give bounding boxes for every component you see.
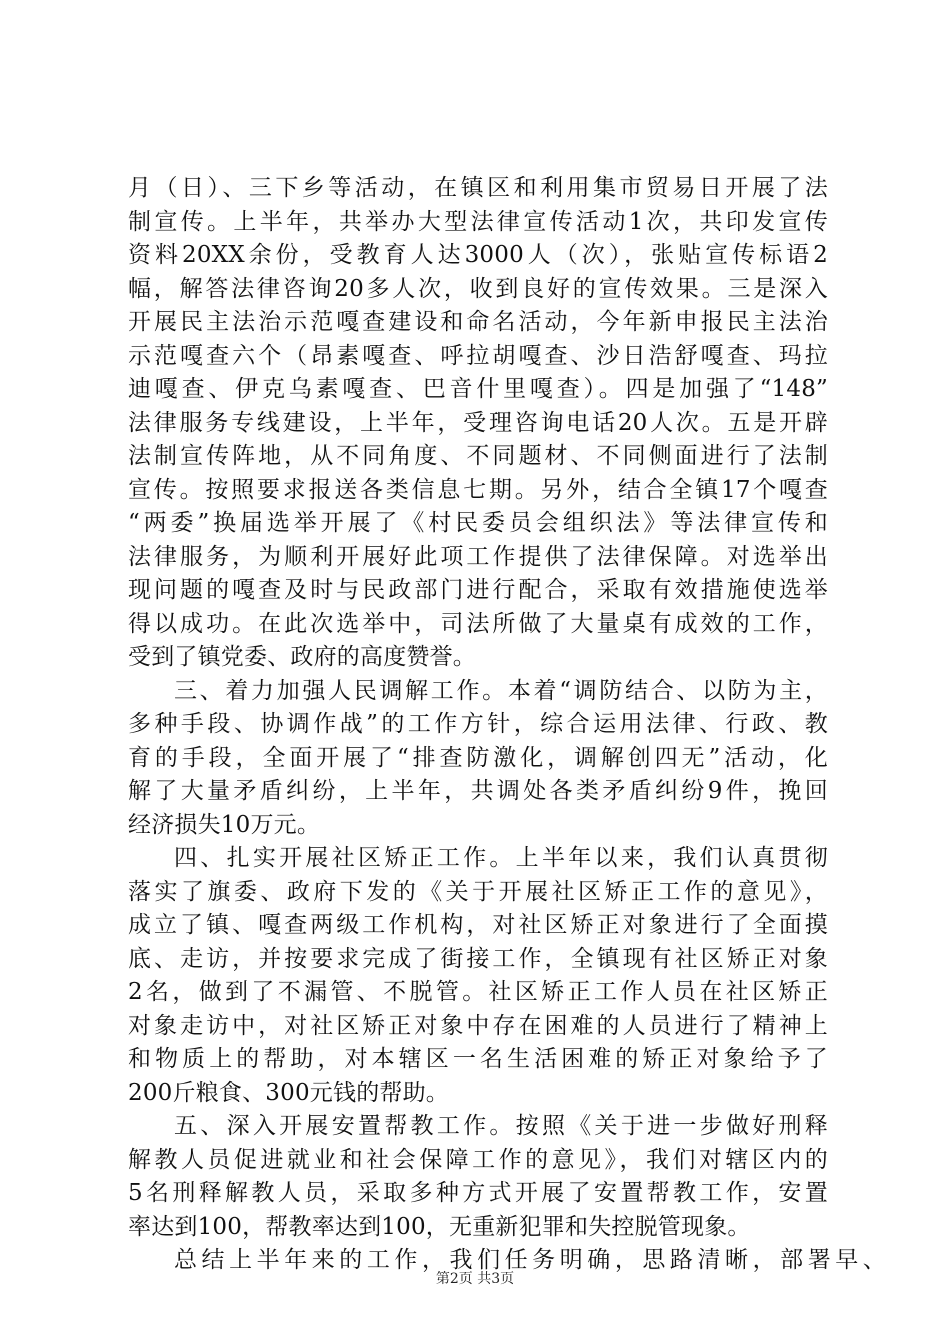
paragraph-first-line: 五、深入开展安置帮教工作。按照《关于进一步做好刑释 (174, 1113, 828, 1139)
text-line: 资料20XX余份，受教育人达3000人（次），张贴宣传标语2 (128, 242, 828, 268)
text-line: 和物质上的帮助，对本辖区一名生活困难的矫正对象给予了 (128, 1046, 828, 1072)
document-body (128, 172, 886, 1278)
text-line: 育的手段，全面开展了“排查防激化，调解创四无”活动，化 (128, 744, 828, 771)
text-line: “两委”换届选举开展了《村民委员会组织法》等法律宣传和 (128, 510, 828, 536)
text-line: 现问题的嘎查及时与民政部门进行配合，采取有效措施使选举 (128, 577, 828, 603)
text-line: 开展民主法治示范嘎查建设和命名活动，今年新申报民主法治 (128, 309, 828, 335)
text-line: 制宣传。上半年，共举办大型法律宣传活动1次，共印发宣传 (128, 208, 828, 235)
text-line: 底、走访，并按要求完成了街接工作，全镇现有社区矫正对象 (128, 945, 828, 972)
paragraph-first-line: 四、扎实开展社区矫正工作。上半年以来，我们认真贯彻 (174, 845, 828, 871)
text-line: 法律服务专线建设，上半年，受理咨询电话20人次。五是开辟 (128, 409, 828, 436)
text-line: 法律服务，为顺利开展好此项工作提供了法律保障。对选举出 (128, 543, 828, 570)
text-line: 落实了旗委、政府下发的《关于开展社区矫正工作的意见》， (128, 878, 828, 905)
text-line: 多种手段、协调作战”的工作方针，综合运用法律、行政、教 (128, 711, 828, 737)
text-line: 迪嘎查、伊克乌素嘎查、巴音什里嘎查）。四是加强了“148” (128, 376, 828, 402)
text-line: 对象走访中，对社区矫正对象中存在困难的人员进行了精神上 (128, 1012, 828, 1039)
page-number: 第2页 共3页 (435, 1271, 515, 1287)
paragraph-first-line: 总结上半年来的工作，我们任务明确，思路清晰，部署早、 (174, 1247, 886, 1273)
text-line: 200斤粮食、300元钱的帮助。 (128, 1079, 449, 1106)
text-line: 5名刑释解教人员，采取多种方式开展了安置帮教工作，安置 (128, 1180, 828, 1206)
page-footer (0, 1268, 950, 1288)
paragraph-first-line: 三、着力加强人民调解工作。本着“调防结合、以防为主， (174, 677, 828, 704)
text-line: 成立了镇、嘎查两级工作机构，对社区矫正对象进行了全面摸 (128, 912, 828, 938)
text-line: 宣传。按照要求报送各类信息七期。另外，结合全镇17个嘎查 (128, 476, 828, 503)
text-line: 幅，解答法律咨询20多人次，收到良好的宣传效果。三是深入 (128, 275, 828, 302)
text-line: 2名，做到了不漏管、不脱管。社区矫正工作人员在社区矫正 (128, 979, 828, 1005)
text-line: 法制宣传阵地，从不同角度、不同题材、不同侧面进行了法制 (128, 443, 828, 469)
text-line: 经济损失10万元。 (128, 811, 321, 838)
text-line: 月（日）、三下乡等活动，在镇区和利用集市贸易日开展了法 (128, 175, 828, 201)
text-line: 受到了镇党委、政府的高度赞誉。 (128, 644, 476, 670)
text-line: 率达到100，帮教率达到100，无重新犯罪和失控脱管现象。 (128, 1213, 751, 1240)
text-line: 示范嘎查六个（昂素嘎查、呼拉胡嘎查、沙日浩舒嘎查、玛拉 (128, 342, 828, 369)
text-line: 得以成功。在此次选举中，司法所做了大量桌有成效的工作， (128, 610, 828, 637)
text-line: 解了大量矛盾纠纷，上半年，共调处各类矛盾纠纷9件，挽回 (128, 778, 828, 804)
text-line: 解教人员促进就业和社会保障工作的意见》，我们对辖区内的 (128, 1146, 828, 1173)
